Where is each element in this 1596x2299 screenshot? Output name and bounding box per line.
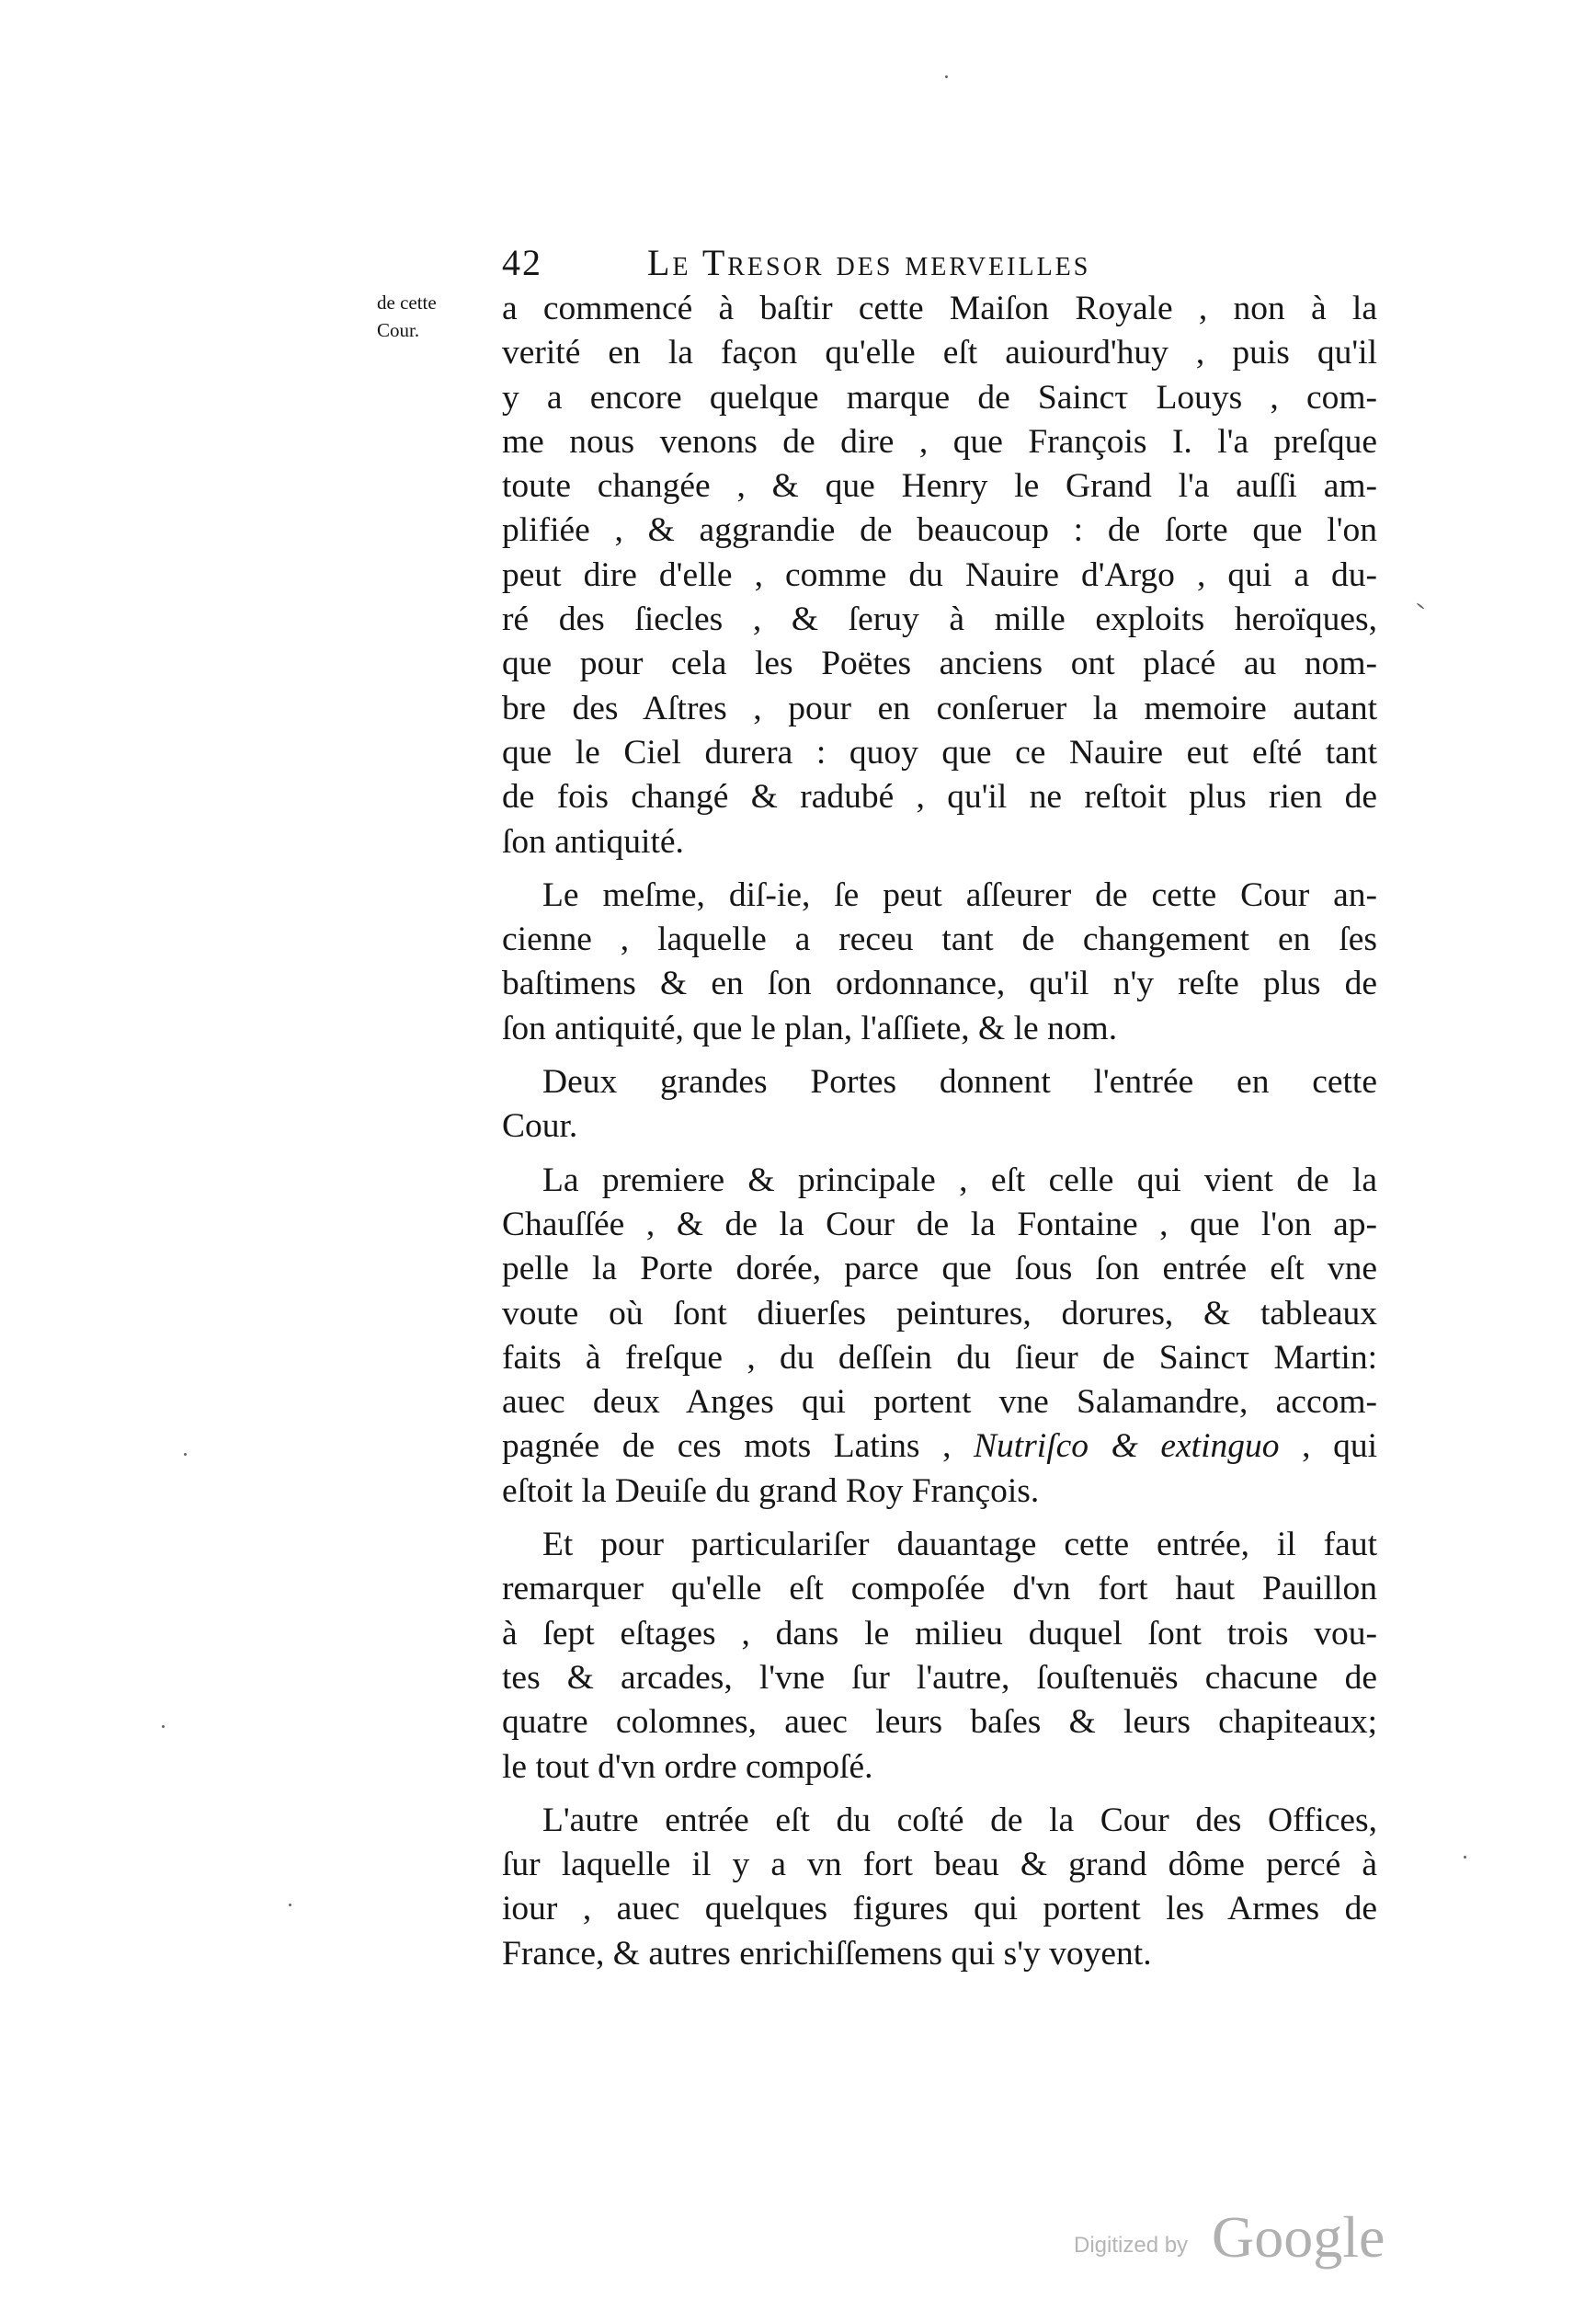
text-line: baſtimens & en ſon ordonnance, qu'il n'y reſte plus de bbox=[502, 965, 1377, 1003]
paragraph-gap bbox=[502, 1514, 1377, 1523]
text-line: bre des Aſtres , pour en conſeruer la memoire autant bbox=[502, 689, 1377, 727]
paragraph-gap bbox=[502, 1051, 1377, 1060]
text-line: me nous venons de dire , que François I. l'a preſque bbox=[502, 422, 1377, 461]
text-line: que pour cela les Poëtes anciens ont placé au nom- bbox=[502, 645, 1377, 683]
ink-speck bbox=[1416, 602, 1424, 610]
text-line: voute où ſont diuerſes peintures, dorures, & tableaux bbox=[502, 1294, 1377, 1333]
paragraph bbox=[502, 1060, 1377, 1150]
latin-motto: Nutriſco & extinguo bbox=[974, 1427, 1280, 1466]
running-title: Le Tresor des merveilles bbox=[647, 242, 1091, 283]
marginal-note: de cette Cour. bbox=[377, 292, 437, 341]
text-line: de fois changé & radubé , qu'il ne reſtoit plus rien de bbox=[502, 778, 1377, 817]
ink-speck bbox=[1464, 1856, 1466, 1859]
ink-speck bbox=[162, 1725, 165, 1728]
paragraph bbox=[502, 287, 1377, 864]
text-line: L'autre entrée eſt du coſté de la Cour des Offices, bbox=[542, 1801, 1377, 1839]
text-line: quatre colomnes, auec leurs baſes & leurs chapiteaux; bbox=[502, 1703, 1377, 1742]
digitized-by-label: Digitized by bbox=[1074, 2233, 1189, 2258]
text-line: le tout d'vn ordre compoſé. bbox=[502, 1747, 873, 1786]
text-line: Et pour particulariſer dauantage cette entrée, il faut bbox=[542, 1526, 1377, 1564]
text-line: que le Ciel durera : quoy que ce Nauire eut eſté tant bbox=[502, 733, 1377, 772]
ink-speck bbox=[184, 1453, 187, 1456]
text-line: ré des ſiecles , & ſeruy à mille exploits heroïques, bbox=[502, 600, 1377, 639]
text-line: iour , auec quelques figures qui portent les Armes de bbox=[502, 1890, 1377, 1928]
text-line: Chauſſée , & de la Cour de la Fontaine , que l'on ap- bbox=[502, 1205, 1377, 1243]
text-line: tes & arcades, l'vne ſur l'autre, ſouſtenuës chacune de bbox=[502, 1658, 1377, 1697]
paragraph-gap bbox=[502, 1150, 1377, 1159]
text-line: Le meſme, diſ-ie, ſe peut aſſeurer de cette Cour an- bbox=[542, 875, 1377, 914]
text-line: peut dire d'elle , comme du Nauire d'Argo , qui a du- bbox=[502, 555, 1377, 594]
text-line: pelle la Porte dorée, parce que ſous ſon entrée eſt vne bbox=[502, 1250, 1377, 1288]
text-line: cienne , laquelle a receu tant de changement en ſes bbox=[502, 921, 1377, 959]
paragraph bbox=[502, 1159, 1377, 1514]
page-header bbox=[502, 237, 1274, 289]
paragraph-gap bbox=[502, 864, 1377, 874]
paragraph-gap bbox=[502, 1790, 1377, 1799]
text-line: Deux grandes Portes donnent l'entrée en cette bbox=[542, 1063, 1377, 1102]
text-line: toute changée , & que Henry le Grand l'a auſſi am- bbox=[502, 467, 1377, 506]
google-logo-text: Google bbox=[1212, 2204, 1385, 2270]
text-line: eſtoit la Deuiſe du grand Roy François. bbox=[502, 1471, 1040, 1510]
text-line: y a encore quelque marque de Saincτ Louys , com- bbox=[502, 378, 1377, 417]
page-number: 42 bbox=[502, 242, 542, 283]
text-line: a commencé à baſtir cette Maiſon Royale , non à la bbox=[502, 290, 1377, 327]
paragraph bbox=[502, 874, 1377, 1051]
text-line: pagnée de ces mots Latins , Nutriſco & extinguo , qui bbox=[502, 1427, 1377, 1466]
text-line: France, & autres enrichiſſemens qui s'y voyent. bbox=[502, 1934, 1152, 1973]
ink-speck bbox=[289, 1904, 291, 1906]
text-line: ſon antiquité, que le plan, l'aſſiete, & le nom. bbox=[502, 1009, 1118, 1047]
text-line: plifiée , & aggrandie de beaucoup : de ſorte que l'on bbox=[502, 511, 1377, 550]
text-line: ſur laquelle il y a vn fort beau & grand dôme percé à bbox=[502, 1846, 1377, 1884]
paragraph bbox=[502, 1523, 1377, 1790]
text-line: verité en la façon qu'elle eſt auiourd'huy , puis qu'il bbox=[502, 334, 1377, 372]
text-line: Cour. bbox=[502, 1107, 578, 1146]
text-line: auec deux Anges qui portent vne Salamandre, accom- bbox=[502, 1383, 1377, 1422]
text-line: ſon antiquité. bbox=[502, 822, 684, 861]
text-line: remarquer qu'elle eſt compoſée d'vn fort haut Pauillon bbox=[502, 1570, 1377, 1608]
ink-speck bbox=[945, 75, 948, 78]
text-line: à ſept eſtages , dans le milieu duquel ſont trois vou- bbox=[502, 1614, 1377, 1653]
text-line: faits à freſque , du deſſein du ſieur de Saincτ Martin: bbox=[502, 1338, 1377, 1377]
text-line: La premiere & principale , eſt celle qui vient de la bbox=[542, 1161, 1377, 1199]
paragraph bbox=[502, 1799, 1377, 1976]
body-text bbox=[502, 287, 1377, 1976]
